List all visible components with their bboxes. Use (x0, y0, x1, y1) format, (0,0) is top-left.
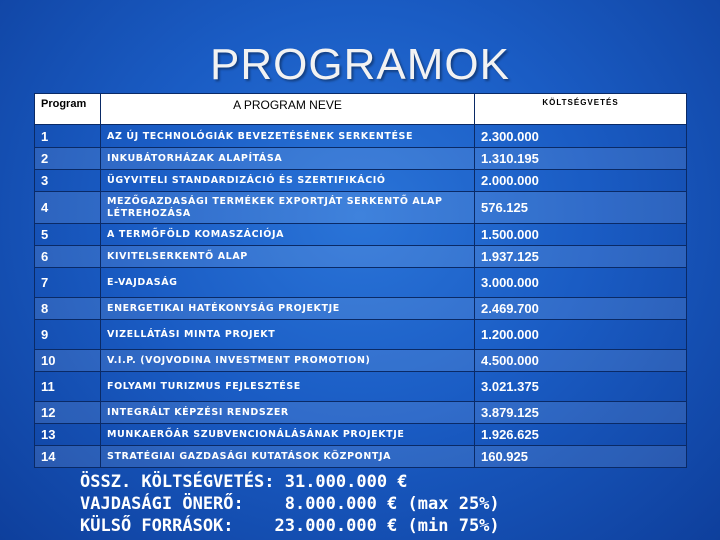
table-row (35, 446, 687, 468)
table-row (35, 224, 687, 246)
program-budget-cell: 1.926.625 (475, 424, 687, 446)
table-row (35, 424, 687, 446)
table-row (35, 170, 687, 192)
program-name-cell: VIZELLÁTÁSI MINTA PROJEKT (101, 320, 475, 350)
table-row (35, 402, 687, 424)
table-row (35, 320, 687, 350)
table-row (35, 268, 687, 298)
program-number-cell: 13 (35, 424, 101, 446)
summary-total-value: 31.000.000 € (284, 472, 408, 492)
program-number-cell: 14 (35, 446, 101, 468)
program-budget-cell: 1.937.125 (475, 246, 687, 268)
program-number-cell: 4 (35, 192, 101, 224)
program-budget-cell: 2.000.000 (475, 170, 687, 192)
table-row (35, 298, 687, 320)
header-program-name: A PROGRAM NEVE (101, 94, 475, 125)
program-budget-cell: 576.125 (475, 192, 687, 224)
table-row (35, 125, 687, 148)
program-budget-cell: 1.200.000 (475, 320, 687, 350)
program-name-cell: ENERGETIKAI HATÉKONYSÁG PROJEKTJE (101, 298, 475, 320)
summary-total-label: ÖSSZ. KÖLTSÉGVETÉS: (80, 472, 275, 492)
programs-table (34, 93, 687, 468)
summary-own-value: 8.000.000 € (max 25%) (284, 494, 500, 514)
program-budget-cell: 3.000.000 (475, 268, 687, 298)
program-number-cell: 8 (35, 298, 101, 320)
program-name-cell: FOLYAMI TURIZMUS FEJLESZTÉSE (101, 372, 475, 402)
summary-total-line (80, 471, 500, 493)
budget-summary (80, 471, 500, 537)
program-name-cell: INTEGRÁLT KÉPZÉSI RENDSZER (101, 402, 475, 424)
program-budget-cell: 2.469.700 (475, 298, 687, 320)
table-row (35, 372, 687, 402)
program-number-cell: 10 (35, 350, 101, 372)
header-budget: KÖLTSÉGVETÉS (475, 94, 687, 125)
program-number-cell: 6 (35, 246, 101, 268)
program-budget-cell: 3.021.375 (475, 372, 687, 402)
program-number-cell: 7 (35, 268, 101, 298)
program-number-cell: 11 (35, 372, 101, 402)
program-number-cell: 1 (35, 125, 101, 148)
program-number-cell: 2 (35, 148, 101, 170)
program-budget-cell: 3.879.125 (475, 402, 687, 424)
program-number-cell: 12 (35, 402, 101, 424)
program-name-cell: ÜGYVITELI STANDARDIZÁCIÓ ÉS SZERTIFIKÁCIÓ (101, 170, 475, 192)
program-budget-cell: 2.300.000 (475, 125, 687, 148)
program-name-cell: E-VAJDASÁG (101, 268, 475, 298)
program-budget-cell: 160.925 (475, 446, 687, 468)
summary-own-label: VAJDASÁGI ÖNERŐ: (80, 494, 244, 514)
summary-own-line (80, 493, 500, 515)
program-name-cell: STRATÉGIAI GAZDASÁGI KUTATÁSOK KÖZPONTJA (101, 446, 475, 468)
program-name-cell: MUNKAERŐÁR SZUBVENCIONÁLÁSÁNAK PROJEKTJE (101, 424, 475, 446)
program-name-cell: AZ ÚJ TECHNOLÓGIÁK BEVEZETÉSÉNEK SERKENTÉSE (101, 125, 475, 148)
program-name-cell: MEZŐGAZDASÁGI TERMÉKEK EXPORTJÁT SERKENTŐ ALAP LÉTREHOZÁSA (101, 192, 475, 224)
summary-external-line (80, 515, 500, 537)
page-title: PROGRAMOK (210, 40, 510, 89)
program-budget-cell: 4.500.000 (475, 350, 687, 372)
program-name-cell: KIVITELSERKENTŐ ALAP (101, 246, 475, 268)
program-budget-cell: 1.500.000 (475, 224, 687, 246)
program-name-cell: V.I.P. (VOJVODINA INVESTMENT PROMOTION) (101, 350, 475, 372)
table-row (35, 192, 687, 224)
program-budget-cell: 1.310.195 (475, 148, 687, 170)
summary-external-value: 23.000.000 € (min 75%) (274, 516, 500, 536)
program-name-cell: INKUBÁTORHÁZAK ALAPÍTÁSA (101, 148, 475, 170)
header-program: Program (35, 94, 101, 125)
table-row (35, 246, 687, 268)
program-name-cell: A TERMŐFÖLD KOMASZÁCIÓJA (101, 224, 475, 246)
program-number-cell: 5 (35, 224, 101, 246)
table-row (35, 148, 687, 170)
table-row (35, 350, 687, 372)
program-number-cell: 9 (35, 320, 101, 350)
table-header-row (35, 94, 687, 125)
program-number-cell: 3 (35, 170, 101, 192)
summary-external-label: KÜLSŐ FORRÁSOK: (80, 516, 234, 536)
